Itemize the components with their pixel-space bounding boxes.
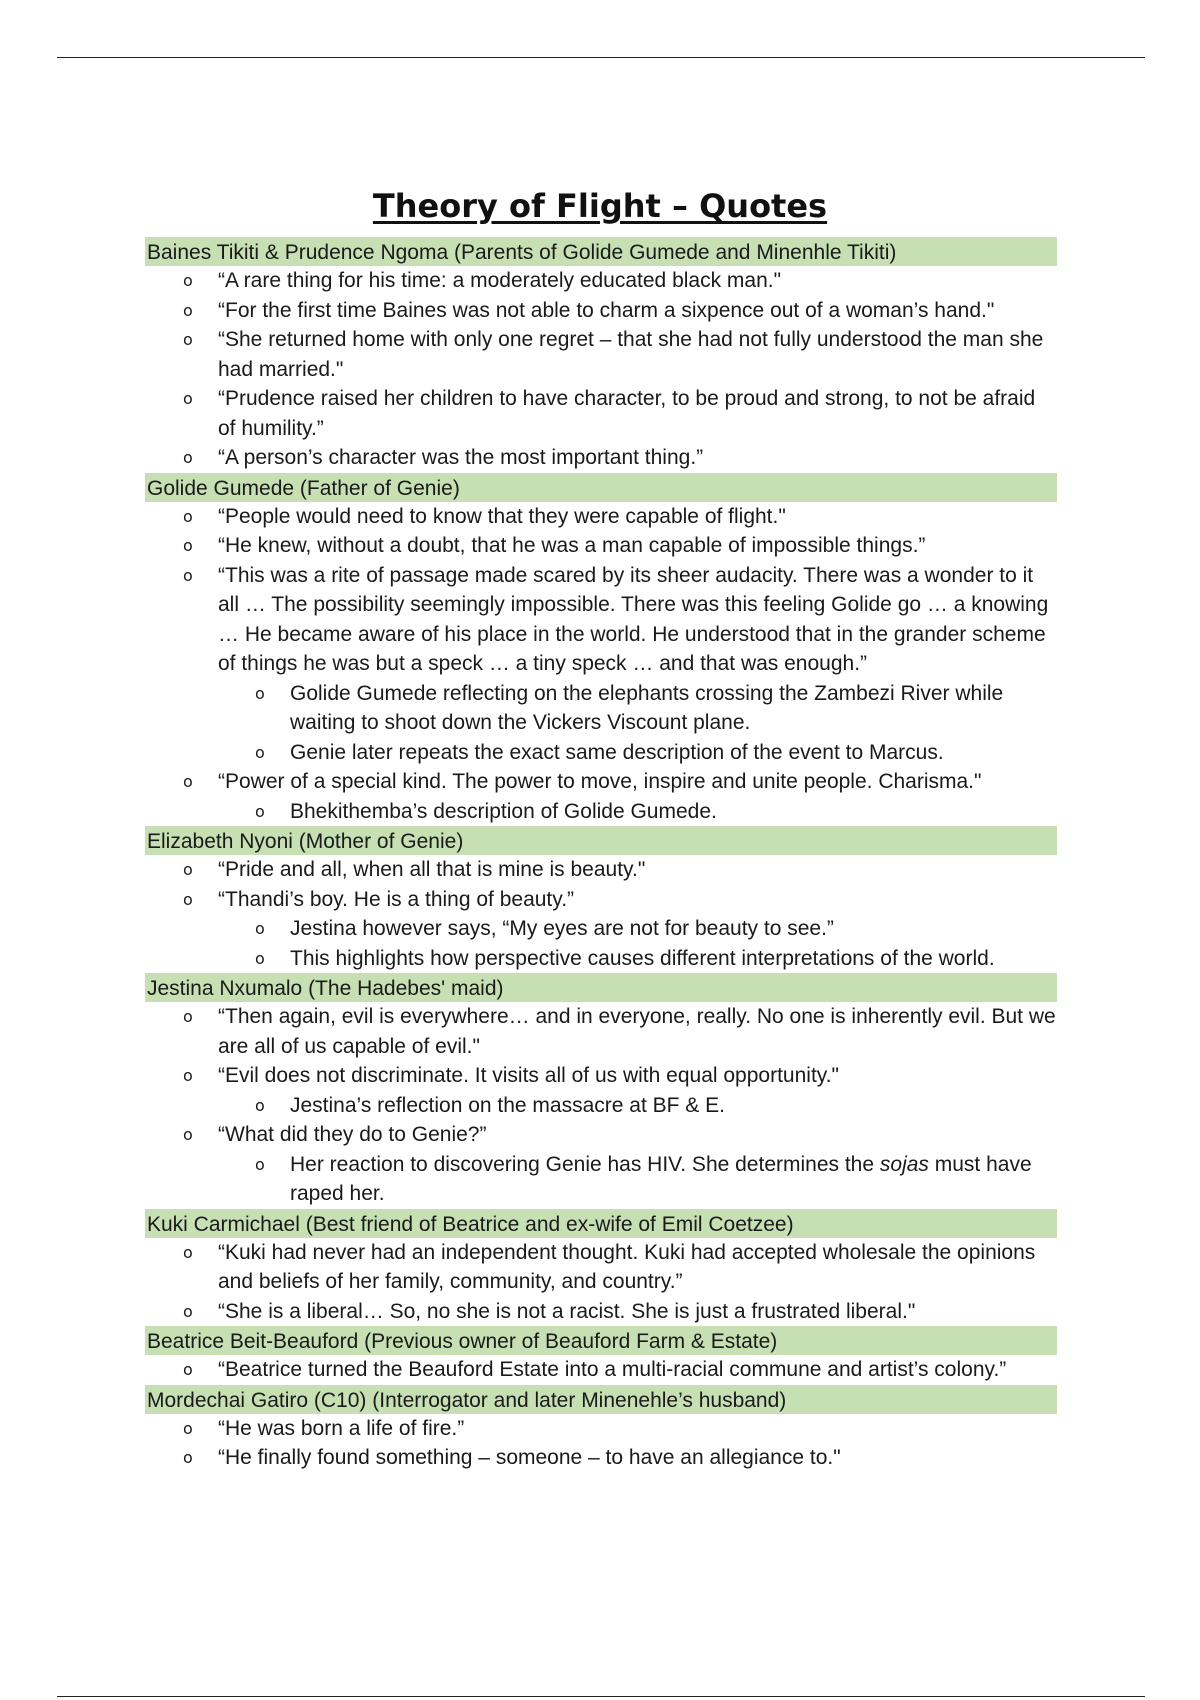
header-rule [57, 57, 1145, 58]
quote-item: o “Thandi’s boy. He is a thing of beauty.” [145, 885, 1057, 915]
quote-item: o “This was a rite of passage made scared by its sheer audacity. There was a wonder to it all … The possibility seemingly impossible. There was this feeling Golide go … a knowing … He became aware of his place in the world. He understood that in the grander scheme of things he was but a speck … a tiny speck … and that was enough.” [145, 561, 1057, 679]
section-heading: Elizabeth Nyoni (Mother of Genie) [145, 826, 1057, 855]
note-list [145, 1150, 1057, 1209]
note-list [145, 914, 1057, 973]
note-item: o This highlights how perspective causes different interpretations of the world. [145, 944, 1057, 974]
quote-list [145, 1120, 1057, 1150]
quote-item: o “Beatrice turned the Beauford Estate into a multi-racial commune and artist’s colony.” [145, 1355, 1057, 1385]
quote-list [145, 1002, 1057, 1091]
note-list [145, 679, 1057, 768]
section-heading: Beatrice Beit-Beauford (Previous owner of Beauford Farm & Estate) [145, 1326, 1057, 1355]
quote-item: o “A rare thing for his time: a moderately educated black man." [145, 266, 1057, 296]
quote-list [145, 1355, 1057, 1385]
section-heading: Jestina Nxumalo (The Hadebes' maid) [145, 973, 1057, 1002]
quote-list [145, 502, 1057, 679]
quote-item: o “Pride and all, when all that is mine is beauty." [145, 855, 1057, 885]
section-heading: Mordechai Gatiro (C10) (Interrogator and later Minenehle’s husband) [145, 1385, 1057, 1414]
section-elizabeth-nyoni [145, 826, 1057, 973]
quote-item: o “He was born a life of fire.” [145, 1414, 1057, 1444]
quote-list [145, 855, 1057, 914]
quote-item: o “People would need to know that they were capable of flight." [145, 502, 1057, 532]
quote-item: o “Prudence raised her children to have character, to be proud and strong, to not be afraid of humility.” [145, 384, 1057, 443]
note-text [290, 1153, 1032, 1206]
section-jestina-nxumalo [145, 973, 1057, 1209]
note-list [145, 1091, 1057, 1121]
quote-item: o “She is a liberal… So, no she is not a racist. She is just a frustrated liberal." [145, 1297, 1057, 1327]
note-text-before: Her reaction to discovering Genie has HIV. She determines the [290, 1152, 880, 1176]
quote-item: o “Then again, evil is everywhere… and in everyone, really. No one is inherently evil. But we are all of us capable of evil." [145, 1002, 1057, 1061]
page-title: Theory of Flight – Quotes [372, 187, 828, 226]
section-heading: Kuki Carmichael (Best friend of Beatrice and ex-wife of Emil Coetzee) [145, 1209, 1057, 1238]
note-item: o Bhekithemba’s description of Golide Gumede. [145, 797, 1057, 827]
section-mordechai-gatiro [145, 1385, 1057, 1473]
note-list [145, 797, 1057, 827]
quote-item: o “What did they do to Genie?” [145, 1120, 1057, 1150]
note-item: o Genie later repeats the exact same description of the event to Marcus. [145, 738, 1057, 768]
quote-item: o “Power of a special kind. The power to move, inspire and unite people. Charisma." [145, 767, 1057, 797]
quote-item: o “He finally found something – someone – to have an allegiance to." [145, 1443, 1057, 1473]
quote-list [145, 1238, 1057, 1327]
note-item: o Jestina however says, “My eyes are not for beauty to see.” [145, 914, 1057, 944]
document-body [145, 237, 1057, 1473]
quote-item: o “She returned home with only one regret – that she had not fully understood the man she had married." [145, 325, 1057, 384]
section-heading: Golide Gumede (Father of Genie) [145, 473, 1057, 502]
quote-list [145, 767, 1057, 797]
quote-item: o “He knew, without a doubt, that he was a man capable of impossible things.” [145, 531, 1057, 561]
section-golide-gumede [145, 473, 1057, 827]
quote-list [145, 1414, 1057, 1473]
note-item [145, 1150, 1057, 1209]
section-baines-prudence [145, 237, 1057, 473]
note-item: o Golide Gumede reflecting on the elephants crossing the Zambezi River while waiting to shoot down the Vickers Viscount plane. [145, 679, 1057, 738]
note-text-emphasis: sojas [879, 1152, 929, 1176]
note-text-after: must have raped her. [290, 1152, 1032, 1205]
section-beatrice-beit-beauford [145, 1326, 1057, 1385]
quote-list [145, 266, 1057, 473]
quote-item: o “Evil does not discriminate. It visits all of us with equal opportunity." [145, 1061, 1057, 1091]
footer-rule [57, 1696, 1145, 1697]
section-kuki-carmichael [145, 1209, 1057, 1327]
quote-item: o “A person’s character was the most important thing.” [145, 443, 1057, 473]
quote-item: o “Kuki had never had an independent thought. Kuki had accepted wholesale the opinions and beliefs of her family, community, and country.” [145, 1238, 1057, 1297]
section-heading: Baines Tikiti & Prudence Ngoma (Parents of Golide Gumede and Minenhle Tikiti) [145, 237, 1057, 266]
note-item: o Jestina’s reflection on the massacre at BF & E. [145, 1091, 1057, 1121]
quote-item: o “For the first time Baines was not able to charm a sixpence out of a woman’s hand." [145, 296, 1057, 326]
